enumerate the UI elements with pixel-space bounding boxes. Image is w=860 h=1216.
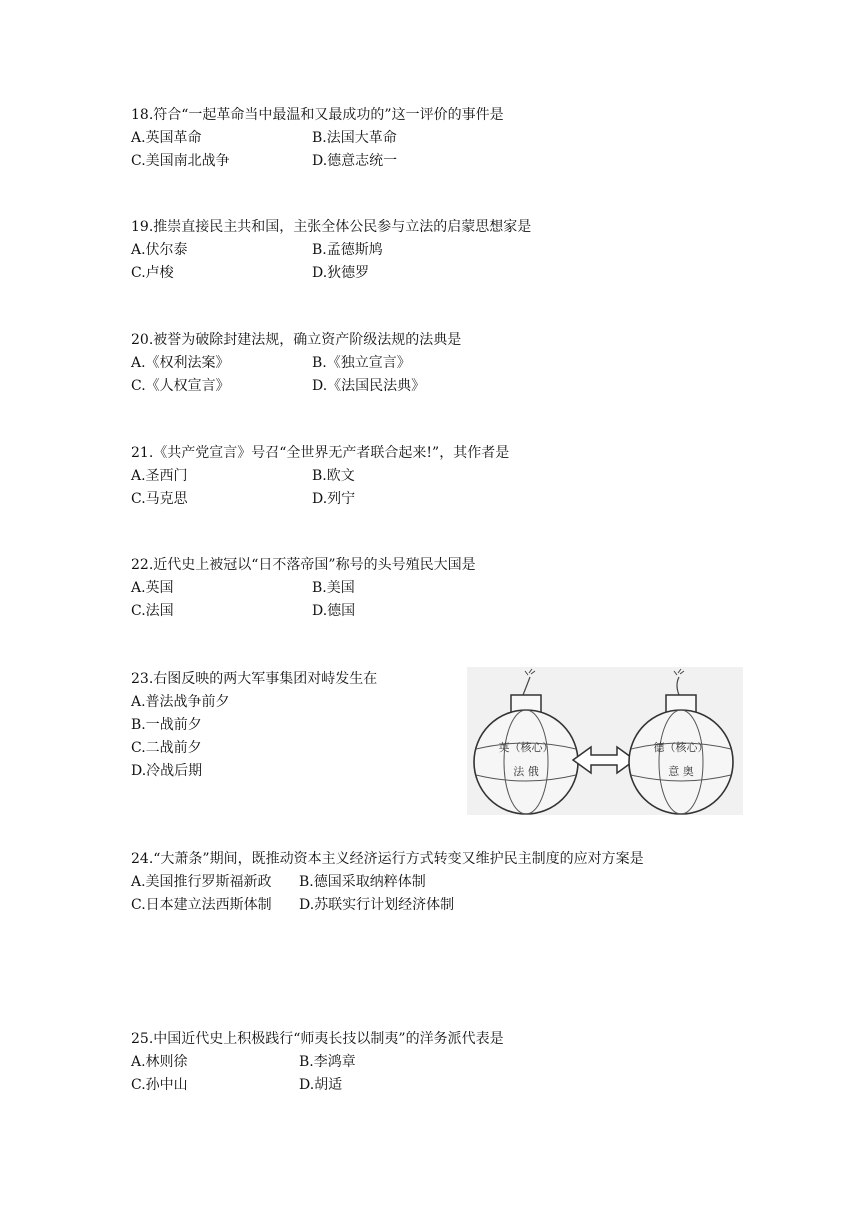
option-d: D.胡适	[299, 1077, 343, 1093]
option-a: A.英国革命	[131, 130, 202, 146]
question-20	[131, 329, 461, 398]
options-row	[131, 262, 531, 285]
option-d: D.列宁	[312, 491, 356, 507]
options-row	[131, 894, 644, 917]
option-d: D.德意志统一	[312, 153, 398, 169]
question-22	[131, 554, 476, 623]
question-stem: 20.被誉为破除封建法规，确立资产阶级法规的法典是	[131, 332, 462, 348]
question-19	[131, 216, 531, 285]
options-row	[131, 871, 644, 894]
question-21	[131, 442, 509, 511]
option-b: B.德国采取纳粹体制	[299, 874, 426, 890]
option-d: D.冷战后期	[131, 763, 203, 779]
right-bomb-bottom-text: 意 奥	[668, 765, 694, 778]
option-a: A.英国	[131, 580, 174, 596]
option-c: C.马克思	[131, 491, 188, 507]
option-c: C.孙中山	[131, 1077, 188, 1093]
options-row	[131, 150, 504, 173]
option-c: C.二战前夕	[131, 740, 202, 756]
option-d: D.苏联实行计划经济体制	[299, 897, 455, 913]
option-c: C.卢梭	[131, 265, 174, 281]
option-b: B.孟德斯鸠	[312, 242, 383, 258]
question-18	[131, 104, 504, 173]
option-c: C.日本建立法西斯体制	[131, 897, 272, 913]
option-b: B.美国	[312, 580, 355, 596]
option-d: D.《法国民法典》	[312, 378, 426, 394]
option-a: A.林则徐	[131, 1054, 188, 1070]
options-row	[131, 352, 461, 375]
left-bomb-top-text: 英（核心）	[498, 741, 554, 754]
question-25	[131, 1028, 504, 1097]
left-bomb-bottom-text: 法 俄	[513, 765, 539, 778]
option-b: B.欧文	[312, 468, 355, 484]
right-bomb	[629, 669, 733, 814]
options-row	[131, 1074, 504, 1097]
question-23	[131, 668, 377, 783]
options-row	[131, 465, 509, 488]
question-stem: 22.近代史上被冠以“日不落帝国”称号的头号殖民大国是	[131, 557, 476, 573]
options-row	[131, 375, 461, 398]
alliances-figure	[467, 667, 743, 815]
option-c: C.美国南北战争	[131, 153, 230, 169]
option-a: A.伏尔泰	[131, 242, 188, 258]
left-bomb	[474, 669, 578, 814]
option-d: D.德国	[312, 603, 356, 619]
alliances-diagram	[467, 667, 743, 815]
question-stem: 23.右图反映的两大军事集团对峙发生在	[131, 671, 378, 687]
options-row	[131, 127, 504, 150]
option-a: A.圣西门	[131, 468, 188, 484]
question-stem: 24.“大萧条”期间，既推动资本主义经济运行方式转变又维护民主制度的应对方案是	[131, 851, 644, 867]
question-stem: 19.推崇直接民主共和国，主张全体公民参与立法的启蒙思想家是	[131, 219, 532, 235]
question-stem: 18.符合“一起革命当中最温和又最成功的”这一评价的事件是	[131, 107, 504, 123]
option-b: B.李鸿章	[299, 1054, 356, 1070]
options-row	[131, 600, 476, 623]
option-b: B.法国大革命	[312, 130, 397, 146]
options-row	[131, 1051, 504, 1074]
double-arrow-icon	[573, 747, 635, 773]
right-bomb-top-text: 德（核心）	[653, 741, 709, 754]
option-d: D.狄德罗	[312, 265, 370, 281]
question-stem: 21.《共产党宣言》号召“全世界无产者联合起来!”，其作者是	[131, 445, 510, 461]
question-stem: 25.中国近代史上积极践行“师夷长技以制夷”的洋务派代表是	[131, 1031, 504, 1047]
options-row	[131, 488, 509, 511]
option-b: B.《独立宣言》	[312, 355, 411, 371]
option-c: C.《人权宣言》	[131, 378, 230, 394]
option-a: A.《权利法案》	[131, 355, 230, 371]
option-b: B.一战前夕	[131, 717, 202, 733]
options-row	[131, 239, 531, 262]
option-c: C.法国	[131, 603, 174, 619]
question-24	[131, 848, 644, 917]
option-a: A.美国推行罗斯福新政	[131, 874, 272, 890]
option-a: A.普法战争前夕	[131, 694, 230, 710]
options-row	[131, 577, 476, 600]
